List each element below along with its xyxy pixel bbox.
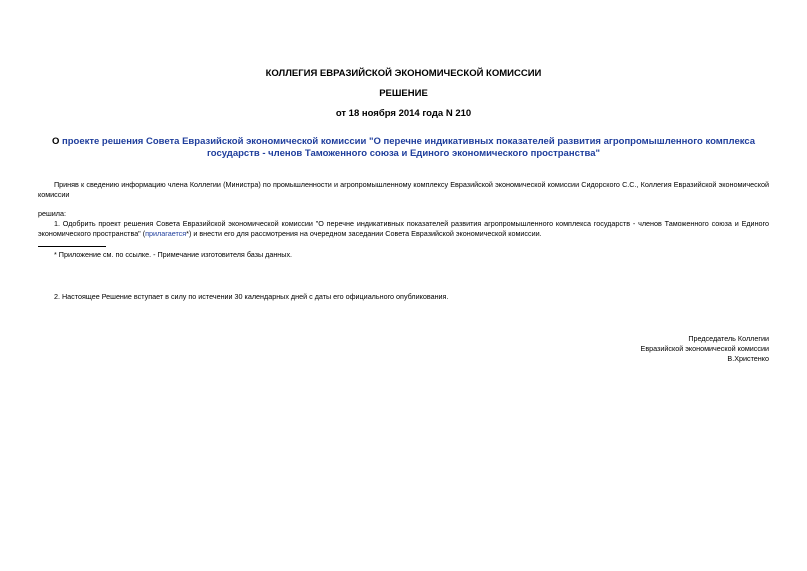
item-1-text-start: 1. Одобрить проект решения Совета Евразийской экономической комиссии "О перечне индикативных показателей развития агропромышленного комплекса государств - членов Таможенного союза и Единого экономического пространства" ( bbox=[38, 219, 769, 238]
intro-paragraph: Приняв к сведению информацию члена Коллегии (Министра) по промышленности и агропромышленному комплексу Евразийской экономической комиссии Сидорского С.С., Коллегия Евразийской экономической комиссии bbox=[38, 180, 769, 199]
item-1-paragraph bbox=[38, 219, 769, 239]
signature-name: В.Христенко bbox=[727, 354, 769, 363]
item-2-paragraph: 2. Настоящее Решение вступает в силу по истечении 30 календарных дней с даты его официального опубликования. bbox=[54, 292, 449, 301]
signature-organization: Евразийской экономической комиссии bbox=[640, 344, 769, 353]
document-title bbox=[38, 136, 769, 160]
organization-heading: КОЛЛЕГИЯ ЕВРАЗИЙСКОЙ ЭКОНОМИЧЕСКОЙ КОМИССИИ bbox=[265, 68, 542, 79]
title-link[interactable]: проекте решения Совета Евразийской экономической комиссии "О перечне индикативных показателей развития агропромышленного комплекса государств - членов Таможенного союза и Единого экономического пространства" bbox=[61, 136, 756, 159]
footnote-text: * Приложение см. по ссылке. - Примечание изготовителя базы данных. bbox=[54, 250, 293, 259]
date-number-line: от 18 ноября 2014 года N 210 bbox=[335, 108, 472, 119]
footnote-divider bbox=[38, 246, 106, 247]
decided-label: решила: bbox=[38, 209, 66, 218]
document-type-heading: РЕШЕНИЕ bbox=[379, 88, 428, 99]
title-prefix: О bbox=[51, 136, 62, 147]
signature-position: Председатель Коллегии bbox=[688, 334, 769, 343]
attachment-link[interactable]: прилагается bbox=[145, 229, 187, 238]
item-1-text-end: *) и внести его для рассмотрения на очередном заседании Совета Евразийской экономической комиссии. bbox=[186, 229, 542, 238]
